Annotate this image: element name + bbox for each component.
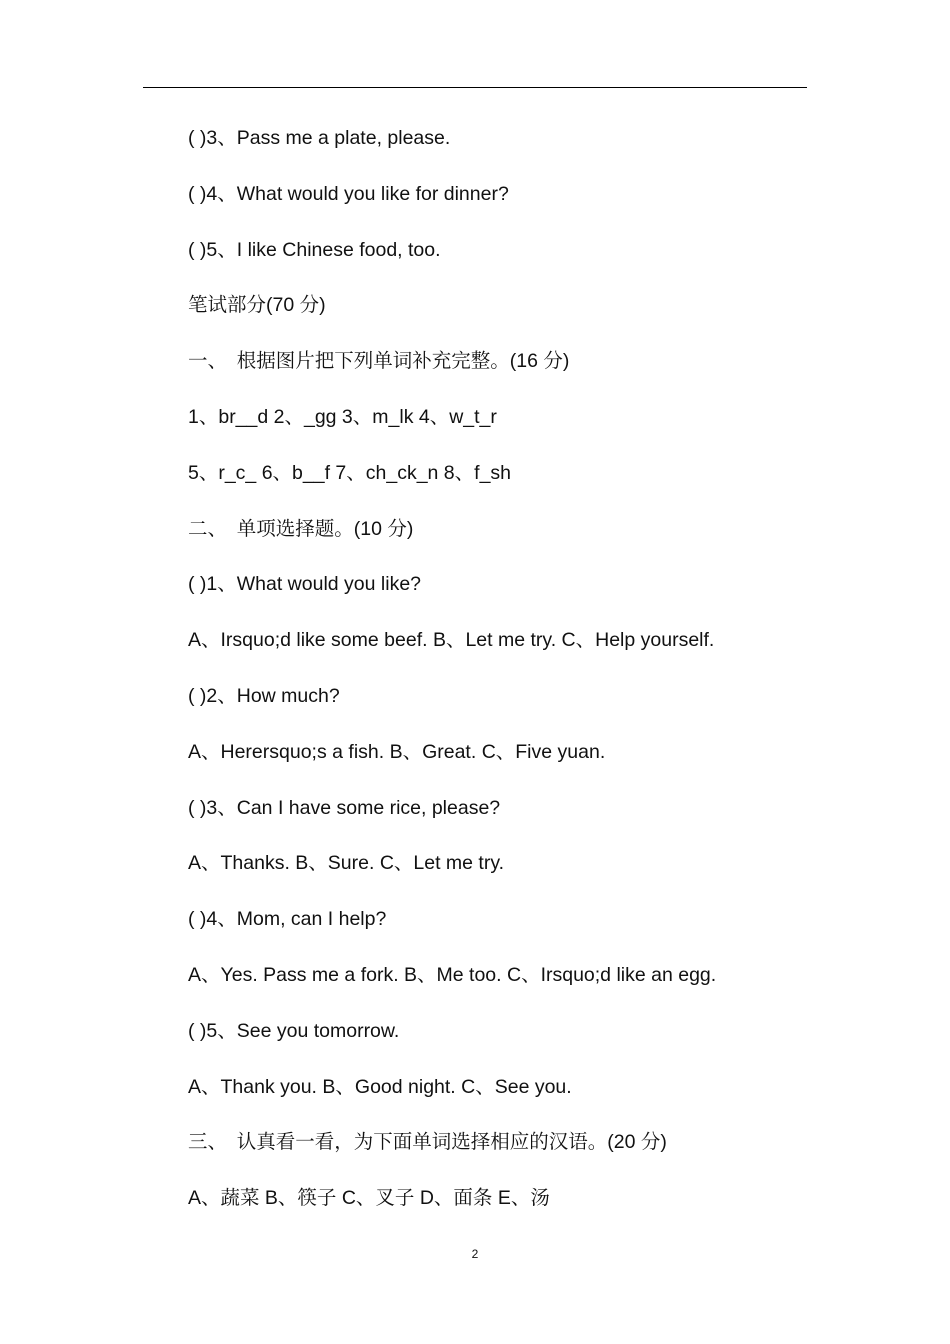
section-1-heading: 一、 根据图片把下列单词补充完整。(16 分) [188,350,570,373]
question-4-listening: ( )4、What would you like for dinner? [188,182,509,205]
section-2-options-4: A、Yes. Pass me a fork. B、Me too. C、Irsquo;d like an egg. [188,963,717,986]
section-2-question-2: ( )2、How much? [188,684,340,707]
question-5-listening: ( )5、I like Chinese food, too. [188,238,441,261]
section-1-words-row-2: 5、r_c_ 6、b__f 7、ch_ck_n 8、f_sh [188,461,512,484]
section-3-options: A、蔬菜 B、筷子 C、叉子 D、面条 E、汤 [188,1187,550,1210]
section-2-options-1: A、Irsquo;d like some beef. B、Let me try. C、Help yourself. [188,629,715,652]
question-3-listening: ( )3、Pass me a plate, please. [188,127,451,149]
document-body [188,111,828,1227]
section-2-heading: 二、 单项选择题。(10 分) [188,517,414,540]
written-part-heading: 笔试部分(70 分) [188,294,326,317]
header-rule [143,87,807,88]
section-2-options-5: A、Thank you. B、Good night. C、See you. [188,1075,572,1098]
section-3-heading: 三、 认真看一看，为下面单词选择相应的汉语。(20 分) [188,1131,667,1154]
section-2-question-4: ( )4、Mom, can I help? [188,908,387,931]
page-number: 2 [471,1247,479,1261]
section-1-words-row-1: 1、br__d 2、_gg 3、m_lk 4、w_t_r [188,405,497,428]
section-2-options-3: A、Thanks. B、Sure. C、Let me try. [188,852,505,875]
section-2-question-1: ( )1、What would you like? [188,573,422,596]
section-2-question-5: ( )5、See you tomorrow. [188,1019,400,1042]
section-2-options-2: A、Herersquo;s a fish. B、Great. C、Five yuan. [188,740,606,763]
section-2-question-3: ( )3、Can I have some rice, please? [188,796,501,819]
